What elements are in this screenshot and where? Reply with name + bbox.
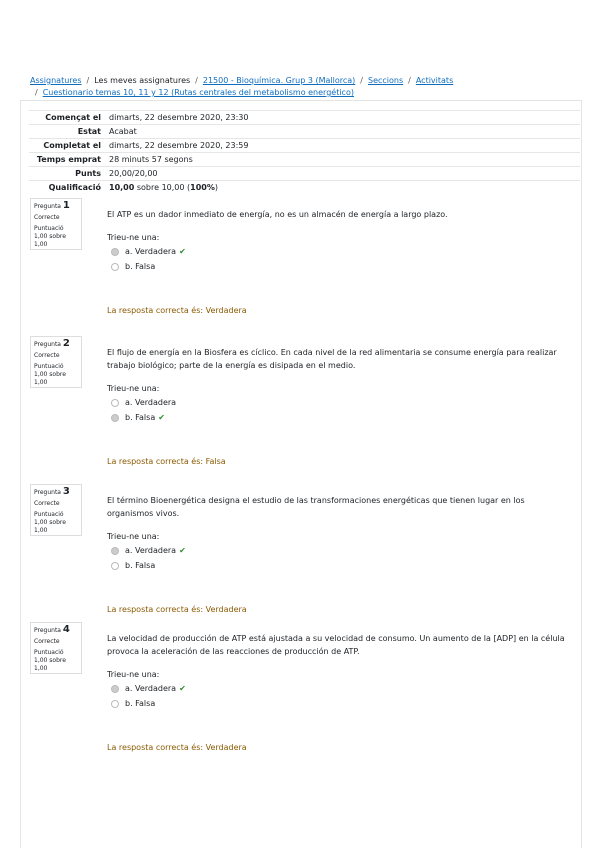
radio-button[interactable] bbox=[111, 399, 119, 407]
summary-value bbox=[105, 181, 580, 195]
radio-button[interactable] bbox=[111, 414, 119, 422]
breadcrumb-les-meves: Les meves assignatures bbox=[94, 76, 191, 85]
radio-button[interactable] bbox=[111, 547, 119, 555]
option-label: b. Falsa bbox=[125, 699, 156, 708]
breadcrumb-course[interactable]: 21500 - Bioquímica. Grup 3 (Mallorca) bbox=[202, 76, 356, 85]
question-state: Correcte bbox=[34, 638, 60, 645]
question-text: El término Bioenergética designa el estudio de las transformaciones energéticas que tienen lugar en los organismos vivos. bbox=[107, 496, 525, 518]
answer-option[interactable] bbox=[111, 395, 567, 410]
question-number: 2 bbox=[62, 338, 70, 349]
breadcrumb-activitats[interactable]: Activitats bbox=[415, 76, 454, 85]
question-info bbox=[30, 198, 82, 250]
check-icon: ✔ bbox=[179, 546, 186, 555]
correct-answer: La resposta correcta és: Verdadera bbox=[107, 743, 247, 752]
question-score: Puntuació 1,00 sobre 1,00 bbox=[34, 511, 66, 534]
summary-value: 20,00/20,00 bbox=[105, 167, 580, 181]
option-label: a. Verdadera bbox=[125, 546, 177, 555]
radio-button[interactable] bbox=[111, 263, 119, 271]
answer-option[interactable] bbox=[111, 696, 567, 711]
breadcrumb: Assignatures / Les meves assignatures / 21500 - Bioquímica. Grup 3 (Mallorca) / Seccions / Activitats / Cuestionario temas 10, 11 y 12 (Rutas centrales del metabolismo energético) bbox=[30, 76, 454, 97]
breadcrumb-seccions[interactable]: Seccions bbox=[367, 76, 404, 85]
question-prompt: Trieu-ne una: bbox=[107, 384, 160, 393]
summary-value: Acabat bbox=[105, 125, 580, 139]
question-text: La velocidad de producción de ATP está ajustada a su velocidad de consumo. Un aumento de la [ADP] en la célula provoca la aceleración de las reacciones de producción de ATP. bbox=[107, 634, 565, 656]
question-content bbox=[107, 346, 567, 468]
question-score: Puntuació 1,00 sobre 1,00 bbox=[34, 225, 66, 248]
attempt-summary bbox=[29, 110, 580, 194]
question-info bbox=[30, 336, 82, 388]
radio-button[interactable] bbox=[111, 685, 119, 693]
question-score: Puntuació 1,00 sobre 1,00 bbox=[34, 363, 66, 386]
summary-value: dimarts, 22 desembre 2020, 23:59 bbox=[105, 139, 580, 153]
question-label: Pregunta bbox=[34, 627, 61, 634]
summary-label: Temps emprat bbox=[29, 153, 105, 167]
check-icon: ✔ bbox=[179, 684, 186, 693]
grade-end: ) bbox=[214, 183, 218, 192]
question-text: El ATP es un dador inmediato de energía, no es un almacén de energía a largo plazo. bbox=[107, 210, 448, 219]
question-number: 1 bbox=[62, 200, 70, 211]
question-info bbox=[30, 484, 82, 536]
correct-answer: La resposta correcta és: Falsa bbox=[107, 457, 226, 466]
question-content bbox=[107, 494, 567, 616]
summary-label: Estat bbox=[29, 125, 105, 139]
summary-label: Punts bbox=[29, 167, 105, 181]
question-info bbox=[30, 622, 82, 674]
summary-label: Qualificació bbox=[29, 181, 105, 195]
grade-max: sobre 10,00 ( bbox=[134, 183, 191, 192]
summary-label: Començat el bbox=[29, 111, 105, 125]
question-prompt: Trieu-ne una: bbox=[107, 532, 160, 541]
option-label: a. Verdadera bbox=[125, 398, 177, 407]
question-prompt: Trieu-ne una: bbox=[107, 233, 160, 242]
answer-option[interactable] bbox=[111, 244, 567, 259]
option-label: a. Verdadera bbox=[125, 247, 177, 256]
check-icon: ✔ bbox=[158, 413, 165, 422]
grade-percent: 100% bbox=[190, 183, 215, 192]
question-score: Puntuació 1,00 sobre 1,00 bbox=[34, 649, 66, 672]
answer-option[interactable] bbox=[111, 558, 567, 573]
summary-value: dimarts, 22 desembre 2020, 23:30 bbox=[105, 111, 580, 125]
check-icon: ✔ bbox=[179, 247, 186, 256]
option-label: b. Falsa bbox=[125, 561, 156, 570]
answer-option[interactable] bbox=[111, 410, 567, 425]
answer-option[interactable] bbox=[111, 259, 567, 274]
question-prompt: Trieu-ne una: bbox=[107, 670, 160, 679]
question-state: Correcte bbox=[34, 214, 60, 221]
question-number: 4 bbox=[62, 624, 70, 635]
question-state: Correcte bbox=[34, 352, 60, 359]
correct-answer: La resposta correcta és: Verdadera bbox=[107, 605, 247, 614]
question-content bbox=[107, 632, 567, 754]
summary-label: Completat el bbox=[29, 139, 105, 153]
radio-button[interactable] bbox=[111, 562, 119, 570]
option-label: b. Falsa bbox=[125, 413, 156, 422]
radio-button[interactable] bbox=[111, 700, 119, 708]
question-content bbox=[107, 208, 567, 317]
question-label: Pregunta bbox=[34, 489, 61, 496]
question-text: El flujo de energía en la Biosfera es cíclico. En cada nivel de la red alimentaria se consume energía para realizar trabajo biológico; parte de la energía es disipada en el medio. bbox=[107, 348, 557, 370]
breadcrumb-assignatures[interactable]: Assignatures bbox=[30, 76, 82, 85]
answer-option[interactable] bbox=[111, 681, 567, 696]
question-number: 3 bbox=[62, 486, 70, 497]
summary-value: 28 minuts 57 segons bbox=[105, 153, 580, 167]
radio-button[interactable] bbox=[111, 248, 119, 256]
question-label: Pregunta bbox=[34, 203, 61, 210]
correct-answer: La resposta correcta és: Verdadera bbox=[107, 306, 247, 315]
option-label: b. Falsa bbox=[125, 262, 156, 271]
answer-option[interactable] bbox=[111, 543, 567, 558]
option-label: a. Verdadera bbox=[125, 684, 177, 693]
grade: 10,00 bbox=[109, 183, 135, 192]
question-state: Correcte bbox=[34, 500, 60, 507]
question-label: Pregunta bbox=[34, 341, 61, 348]
breadcrumb-quiz[interactable]: Cuestionario temas 10, 11 y 12 (Rutas centrales del metabolismo energético) bbox=[42, 88, 354, 97]
